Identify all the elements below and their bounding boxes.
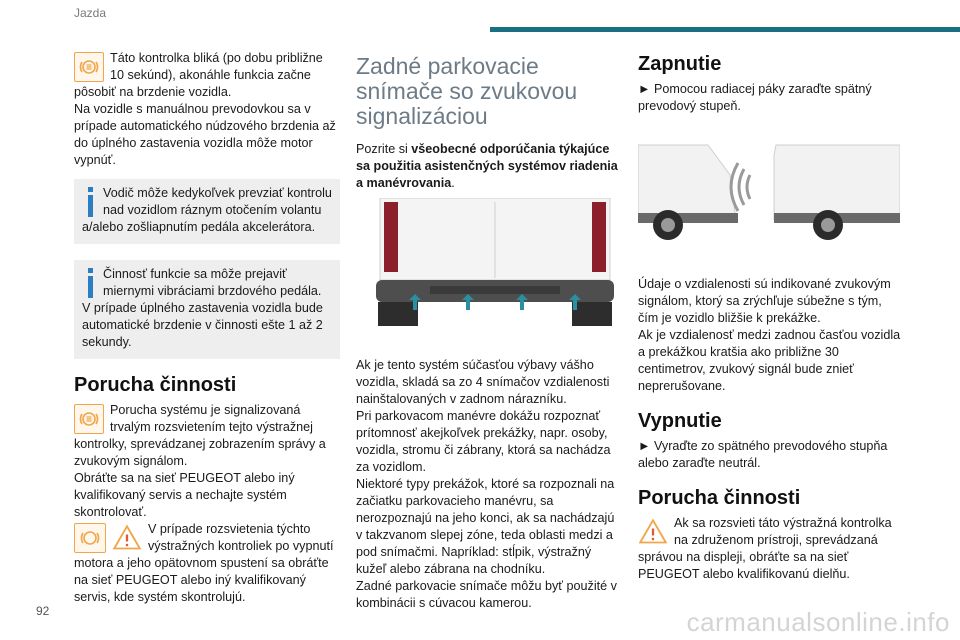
alert-triangle-icon <box>638 517 668 547</box>
warning-block <box>74 50 340 101</box>
header-bar <box>490 27 960 32</box>
brake-warning-icon <box>74 52 104 82</box>
paragraph: Na vozidle s manuálnou prevodovkou sa v prípade automatického núdzového brzdenia až do úplného zastavenia vozidla môže motor vypnúť. <box>74 102 336 167</box>
paragraph: Porucha systému je signalizovaná trvalým rozsvietením tejto výstražnej kontrolky, sprevádzanej zobrazením správy a zvukovým signálom. <box>74 403 326 468</box>
van-obstacle-illustration <box>638 125 900 253</box>
column-3 <box>638 50 904 583</box>
page-title: Zadné parkovacie snímače so zvukovou signalizáciou <box>356 53 578 129</box>
alert-triangle-icon <box>112 523 142 553</box>
brake-warning-icon <box>74 523 106 553</box>
paragraph: V prípade rozsvietenia týchto výstražných kontroliek po vypnutí motora a jeho opätovnom spustení sa obráťte na sieť PEUGEOT alebo iný kvalifikovaný servis, kde systém skontrolujú. <box>74 522 334 604</box>
watermark: carmanualsonline.info <box>686 607 950 637</box>
column-2 <box>356 50 620 612</box>
section-heading: Porucha činnosti <box>638 487 801 509</box>
column-1 <box>74 50 340 606</box>
info-box <box>74 179 340 244</box>
paragraph: Ak je tento systém súčasťou výbavy vášho vozidla, skladá sa zo 4 snímačov vzdialenosti nainštalovaných v zadnom nárazníku. <box>356 358 610 406</box>
warning-block <box>638 515 904 583</box>
section-heading: Vypnutie <box>638 410 722 432</box>
paragraph: Táto kontrolka bliká (po dobu približne 10 sekúnd), akonáhle funkcia začne pôsobiť na brzdenie vozidla. <box>74 51 323 99</box>
paragraph: Ak sa rozsvieti táto výstražná kontrolka na združenom prístroji, sprevádzaná správou na displeji, obráťte sa na sieť PEUGEOT alebo kvalifikovanú dielňu. <box>638 516 892 581</box>
info-box <box>74 260 340 359</box>
intro-bold: všeobecné odporúčania týkajúce sa použitia asistenčných systémov riadenia a manévrovania <box>356 142 618 190</box>
page-number: 92 <box>36 604 50 618</box>
warning-block <box>74 521 340 606</box>
section-heading: Porucha činnosti <box>74 374 237 396</box>
paragraph: ► Vyraďte zo spätného prevodového stupňa alebo zaraďte neutrál. <box>638 439 888 470</box>
section-heading: Zapnutie <box>638 53 722 75</box>
info-text: Činnosť funkcie sa môže prejaviť miernymi vibráciami brzdového pedála. <box>103 267 322 298</box>
paragraph: ► Pomocou radiacej páky zaraďte spätný prevodový stupeň. <box>638 82 872 113</box>
paragraph: Zadné parkovacie snímače môžu byť použité v kombinácii s cúvacou kamerou. <box>356 579 617 610</box>
info-icon <box>88 268 93 298</box>
paragraph: Údaje o vzdialenosti sú indikované zvukovým signálom, ktorý sa zrýchľuje súbežne s tým, čím je vozidlo bližšie k prekážke. <box>638 277 891 325</box>
header-section: Jazda <box>74 6 107 20</box>
paragraph: Niektoré typy prekážok, ktoré sa rozpoznali na začiatku parkovacieho manévru, sa nerozpoznajú na jeho konci, ak sa nachádzajú v takzvanom slepej zóne, teda oblasti medzi a pod snímačmi. Napríklad: stĺpik, výstražný kužeľ alebo zábrana na chodníku. <box>356 477 615 576</box>
van-rear-sensors-illustration <box>370 198 620 328</box>
info-text: V prípade úplného zastavenia vozidla bude automatické brzdenie v činnosti ešte 1 až 2 sekundy. <box>82 301 323 349</box>
warning-block <box>74 402 340 470</box>
intro-post: . <box>451 176 455 190</box>
brake-warning-icon <box>74 404 104 434</box>
intro-paragraph <box>356 141 620 192</box>
intro-pre: Pozrite si <box>356 142 412 156</box>
paragraph: Ak je vzdialenosť medzi zadnou časťou vozidla a prekážkou kratšia ako približne 30 centimetrov, zvukový signál bude znieť neprerušovane. <box>638 328 901 393</box>
info-icon <box>88 187 93 217</box>
paragraph: Pri parkovacom manévre dokážu rozpoznať prítomnosť akejkoľvek prekážky, napr. osoby, vozidla, stromu či zábrany, ktorá sa nachádza za vozidlom. <box>356 409 611 474</box>
paragraph: Obráťte sa na sieť PEUGEOT alebo iný kvalifikovaný servis a nechajte systém skontrolovať. <box>74 471 295 519</box>
info-text: Vodič môže kedykoľvek prevziať kontrolu nad vozidlom ráznym otočením volantu a/alebo zošliapnutím pedála akcelerátora. <box>82 186 332 234</box>
